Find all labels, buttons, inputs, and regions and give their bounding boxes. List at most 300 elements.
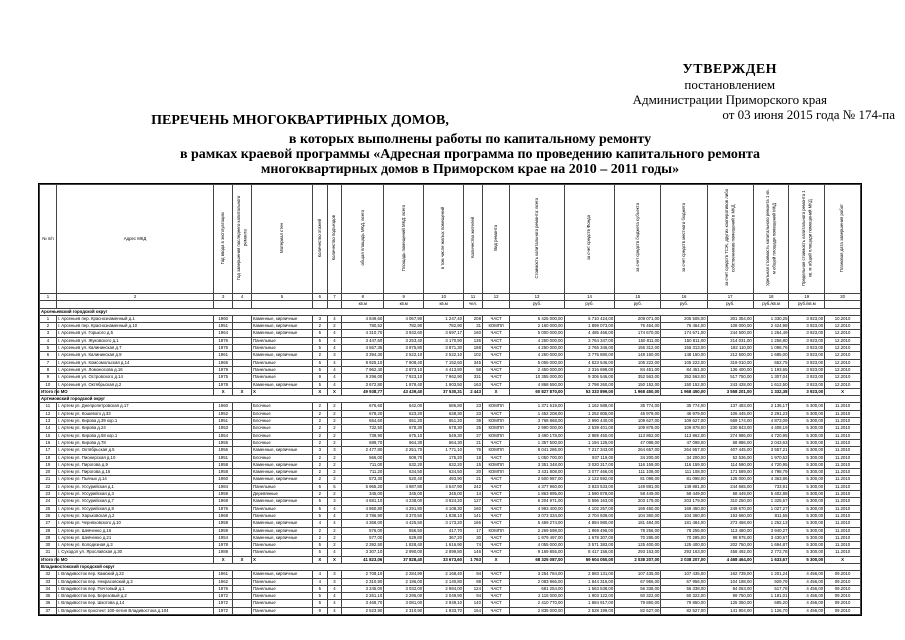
table-cell: 155 313,00: [661, 345, 707, 352]
table-cell: 2: [312, 454, 327, 461]
table-cell: [233, 607, 252, 614]
column-number: 20: [825, 294, 861, 301]
table-cell: 20: [464, 469, 483, 476]
table-cell: Панельные: [252, 359, 313, 366]
table-cell: 5: [312, 600, 327, 607]
table-cell: 3 697,17: [424, 330, 464, 337]
table-cell: 2 949,10: [424, 600, 464, 607]
table-cell: 3: [327, 571, 342, 578]
table-cell: 1 633,67: [753, 556, 789, 563]
column-number: 3: [214, 294, 233, 301]
table-row: [40, 447, 861, 454]
table-cell: Панельные: [252, 374, 313, 381]
table-cell: 1961: [214, 352, 233, 359]
table-cell: 3 370,50: [384, 512, 424, 519]
table-cell: 2: [312, 425, 327, 432]
table-cell: 1 371 619,00: [510, 403, 565, 410]
table-cell: 1952: [214, 410, 233, 417]
table-cell: 10: [40, 381, 57, 388]
table-cell: Блочные: [252, 439, 313, 446]
table-cell: 78 256,00: [661, 527, 707, 534]
table-cell: 4 456,00: [789, 607, 825, 614]
column-header: [312, 185, 327, 294]
table-cell: 113 480,00: [707, 527, 753, 534]
table-cell: КОМПЛ: [482, 527, 509, 534]
table-cell: 2 284,90: [384, 571, 424, 578]
table-cell: 1978: [214, 542, 233, 549]
table-cell: 34 200,00: [615, 454, 661, 461]
table-cell: 12.2010: [825, 345, 861, 352]
table-cell: 09.2010: [825, 607, 861, 614]
table-cell: 1 771,10: [424, 447, 464, 454]
table-cell: 4 557,35: [342, 345, 384, 352]
table-cell: 264 657,00: [661, 447, 707, 454]
table-cell: 319 010,00: [707, 359, 753, 366]
table-cell: 82 527,00: [661, 607, 707, 614]
table-cell: 4 798,79: [753, 469, 789, 476]
table-cell: 59 604 050,00: [564, 556, 614, 563]
table-cell: [233, 374, 252, 381]
table-cell: 1 563 538,00: [564, 585, 614, 592]
table-cell: [233, 454, 252, 461]
table-cell: 12.2010: [825, 366, 861, 373]
table-cell: 68 886,00: [707, 439, 753, 446]
table-cell: [233, 527, 252, 534]
section-name: Владивостокский городской округ: [40, 563, 861, 570]
table-cell: 7 962,40: [342, 366, 384, 373]
table-cell: 1 162 588,00: [564, 403, 614, 410]
table-cell: 5: [312, 498, 327, 505]
table-cell: 623,20: [384, 410, 424, 417]
table-cell: г. Владивосток пер. Некрасовский д.3: [56, 578, 213, 585]
table-cell: 2 522,10: [384, 352, 424, 359]
table-cell: 4: [327, 505, 342, 512]
table-cell: ЧАСТ: [482, 359, 509, 366]
table-cell: 58 449,00: [707, 491, 753, 498]
column-unit: чел.: [464, 301, 483, 308]
table-cell: 1 307,04: [753, 374, 789, 381]
column-number-row: [40, 294, 861, 301]
column-number: 16: [661, 294, 707, 301]
table-cell: 2: [327, 403, 342, 410]
table-cell: 146: [464, 549, 483, 556]
table-cell: 9 296,00: [342, 374, 384, 381]
table-cell: 209 071,00: [615, 315, 661, 322]
table-cell: 5: [312, 359, 327, 366]
table-cell: г. Владивосток пер. Камский д.22: [56, 571, 213, 578]
column-header-label: Количество жителей: [469, 217, 475, 259]
table-cell: 576,00: [342, 527, 384, 534]
table-cell: 203 179,00: [615, 498, 661, 505]
column-header: [384, 185, 424, 294]
table-cell: 5: [312, 337, 327, 344]
table-cell: 3 073 334,00: [510, 512, 565, 519]
table-cell: 352 563,00: [661, 374, 707, 381]
table-cell: 4 108,30: [424, 505, 464, 512]
table-cell: 53 333 899,00: [564, 388, 614, 395]
table-cell: 11.2010: [825, 410, 861, 417]
table-cell: 3 923,00: [789, 374, 825, 381]
table-cell: 46 979,00: [615, 410, 661, 417]
section-header-row: [40, 563, 861, 570]
table-cell: 11.2010: [825, 461, 861, 468]
table-cell: 4 849,60: [342, 315, 384, 322]
table-cell: 67 956,00: [661, 578, 707, 585]
table-cell: ЧАСТ: [482, 585, 509, 592]
table-cell: 5 300,00: [789, 542, 825, 549]
table-cell: 3 020 317,00: [564, 461, 614, 468]
table-cell: 11.2010: [825, 454, 861, 461]
column-header: [342, 185, 384, 294]
table-cell: 1 452 208,00: [510, 410, 565, 417]
table-cell: X: [327, 556, 342, 563]
table-cell: г. Артем ул. Днепропетровская д.17: [56, 403, 213, 410]
table-cell: Каменные, кирпичные: [252, 323, 313, 330]
table-cell: 549,30: [424, 432, 464, 439]
table-cell: 14: [40, 425, 57, 432]
table-cell: 4: [327, 337, 342, 344]
approval-block: [632, 62, 895, 122]
table-cell: [233, 439, 252, 446]
table-cell: X: [312, 556, 327, 563]
table-row: [40, 410, 861, 417]
table-cell: 1 899 073,00: [564, 323, 614, 330]
table-cell: 150 811,00: [615, 337, 661, 344]
column-header: [564, 185, 614, 294]
table-cell: 88: [464, 578, 483, 585]
column-header-label: за счет средств местного бюджета: [680, 203, 686, 273]
table-row: [40, 578, 861, 585]
table-cell: 517,78: [753, 585, 789, 592]
table-cell: 136: [464, 337, 483, 344]
table-cell: 367,20: [424, 534, 464, 541]
table-cell: 2 316 699,00: [564, 366, 614, 373]
table-cell: 153 660,00: [707, 512, 753, 519]
table-cell: X: [252, 556, 313, 563]
total-row: [40, 556, 861, 563]
table-cell: 9: [40, 374, 57, 381]
table-cell: г. Арсеньев ул. Горького д.5: [56, 330, 213, 337]
table-cell: ЧАСТ: [482, 542, 509, 549]
table-cell: 3 351 348,00: [510, 461, 565, 468]
table-cell: 25: [464, 425, 483, 432]
table-cell: 2 168,40: [424, 571, 464, 578]
table-cell: 5: [327, 483, 342, 490]
table-cell: Каменные, кирпичные: [252, 447, 313, 454]
table-cell: Панельные: [252, 578, 313, 585]
table-cell: 529,80: [384, 534, 424, 541]
table-cell: 5: [312, 585, 327, 592]
table-cell: 739,90: [342, 432, 384, 439]
table-cell: 125 350,00: [707, 600, 753, 607]
table-row: [40, 491, 861, 498]
table-cell: 21: [464, 439, 483, 446]
table-cell: 169 450,00: [661, 505, 707, 512]
table-cell: 1 903 122,00: [564, 593, 614, 600]
table-cell: 29: [40, 534, 57, 541]
document-subtitle-1: в которых выполнены работы по капитальному ремонту: [288, 132, 652, 147]
table-cell: 1962: [214, 578, 233, 585]
column-header-label: Удельная стоимость капитального ремонта 1 кв. м общей площади помещений МКД: [764, 189, 777, 287]
table-cell: 2: [312, 491, 327, 498]
table-cell: 4 993 400,00: [510, 505, 565, 512]
table-cell: 1954: [214, 534, 233, 541]
table-cell: 2 140,80: [424, 578, 464, 585]
table-cell: 1 357 500,00: [510, 439, 565, 446]
column-unit: [233, 301, 252, 308]
column-unit: кв.м: [384, 301, 424, 308]
table-cell: Каменные, кирпичные: [252, 330, 313, 337]
table-cell: 3 173,20: [424, 520, 464, 527]
table-cell: Панельные: [252, 549, 313, 556]
table-cell: [233, 381, 252, 388]
table-cell: 1 252 805,00: [564, 410, 614, 417]
table-cell: 2 772,78: [753, 549, 789, 556]
table-cell: 37: [40, 607, 57, 614]
table-row: [40, 498, 861, 505]
table-cell: 1 201,24: [753, 571, 789, 578]
table-cell: 160: [464, 505, 483, 512]
column-number: 8: [342, 294, 384, 301]
table-row: [40, 352, 861, 359]
table-cell: 35: [40, 593, 57, 600]
table-cell: Панельные: [252, 585, 313, 592]
table-cell: 5 300,00: [789, 512, 825, 519]
column-header-label: Стоимость капитального ремонта: всего: [533, 197, 539, 279]
table-cell: 174 670,00: [615, 330, 661, 337]
table-cell: 1 126,70: [753, 607, 789, 614]
table-cell: Панельные: [252, 345, 313, 352]
table-cell: 632,20: [384, 461, 424, 468]
table-cell: ЧАСТ: [482, 439, 509, 446]
table-cell: 11.2010: [825, 527, 861, 534]
table-cell: 1 252,13: [753, 520, 789, 527]
table-cell: 1989: [214, 549, 233, 556]
table-row: [40, 520, 861, 527]
table-cell: [233, 476, 252, 483]
table-cell: 23: [464, 410, 483, 417]
table-cell: 30: [464, 534, 483, 541]
document-subtitle-2: в рамках краевой программы «Адресная программа по проведению капитального ремонта: [179, 147, 761, 162]
table-cell: 5: [312, 330, 327, 337]
table-cell: 106 445,00: [707, 410, 753, 417]
table-cell: 1958: [214, 461, 233, 468]
table-cell: 12.2010: [825, 323, 861, 330]
table-cell: 5 300,00: [789, 432, 825, 439]
table-cell: 4 681,10: [342, 498, 384, 505]
table-cell: г. Артем ул. Черняховского д.10: [56, 520, 213, 527]
table-cell: 577,00: [342, 534, 384, 541]
table-cell: г. Артем ул. Колодезная д.3: [56, 542, 213, 549]
document-subtitle-3: многоквартирных домов в Приморском крае на 2010 – 2011 годы»: [260, 162, 680, 177]
table-row: [40, 476, 861, 483]
table-cell: 4 408,19: [753, 425, 789, 432]
table-cell: г. Артем ул. Октябрьская д.5: [56, 447, 213, 454]
table-cell: [233, 578, 252, 585]
table-cell: 711,20: [342, 469, 384, 476]
table-cell: 1955: [214, 439, 233, 446]
table-cell: 37 828,40: [384, 556, 424, 563]
table-cell: 566,00: [342, 454, 384, 461]
table-cell: Блочные: [252, 403, 313, 410]
table-cell: ЧАСТ: [482, 578, 509, 585]
table-cell: КОМПЛ: [482, 323, 509, 330]
table-cell: 3: [327, 352, 342, 359]
table-cell: 642,00: [384, 403, 424, 410]
table-cell: 155 312,00: [615, 345, 661, 352]
section-name: Артемовский городской округ: [40, 396, 861, 403]
table-cell: 35 774,00: [615, 403, 661, 410]
table-row: [40, 542, 861, 549]
table-cell: 1 970,52: [753, 454, 789, 461]
table-cell: 1976: [214, 505, 233, 512]
table-cell: 2 269 598,00: [510, 527, 565, 534]
table-cell: 2 160 000,00: [510, 323, 565, 330]
table-cell: 26: [40, 512, 57, 519]
table-cell: 23: [464, 403, 483, 410]
table-cell: 4: [327, 549, 342, 556]
table-cell: X: [312, 388, 327, 395]
table-cell: Панельные: [252, 600, 313, 607]
table-cell: 30: [40, 542, 57, 549]
table-cell: г. Артем ул. Кирова д.58 кор.1: [56, 432, 213, 439]
table-cell: 4: [312, 578, 327, 585]
table-cell: 2 291,23: [753, 410, 789, 417]
column-number: 12: [482, 294, 509, 301]
table-cell: 169 450,00: [615, 505, 661, 512]
table-cell: 5: [312, 593, 327, 600]
table-cell: 1960: [214, 476, 233, 483]
table-cell: ЧАСТ: [482, 476, 509, 483]
table-cell: X: [252, 388, 313, 395]
table-cell: 5: [312, 345, 327, 352]
table-cell: 1959: [214, 527, 233, 534]
table-cell: г. Арсеньев ул. Комсомольская д.14: [56, 359, 213, 366]
table-cell: [233, 410, 252, 417]
table-cell: 4 250 000,00: [510, 337, 565, 344]
section-name: Арсеньевский городской округ: [40, 308, 861, 315]
table-row: [40, 330, 861, 337]
table-cell: г. Арсеньев пер. Краснознаменный д.1: [56, 315, 213, 322]
column-unit: руб.: [707, 301, 753, 308]
table-cell: 4 485 466,00: [564, 330, 614, 337]
table-cell: 8 925,10: [342, 359, 384, 366]
column-unit: [40, 301, 57, 308]
table-row: [40, 439, 861, 446]
table-cell: 5 300,00: [789, 491, 825, 498]
table-cell: 1 616,90: [424, 542, 464, 549]
table-cell: 632,20: [424, 461, 464, 468]
table-cell: 79 850,00: [661, 600, 707, 607]
table-cell: 188: [464, 345, 483, 352]
table-cell: 4 456,00: [789, 600, 825, 607]
table-cell: 7: [40, 359, 57, 366]
table-cell: 2 450 000,00: [510, 366, 565, 373]
table-cell: 09.2010: [825, 585, 861, 592]
table-cell: 109 878,00: [615, 425, 661, 432]
table-cell: Каменные, кирпичные: [252, 571, 313, 578]
table-cell: 244 665,00: [707, 483, 753, 490]
table-cell: 520,40: [384, 476, 424, 483]
document-title: ПЕРЕЧЕНЬ МНОГОКВАРТИРНЫХ ДОМОВ,: [151, 113, 449, 128]
table-cell: 4 987,80: [384, 483, 424, 490]
column-header: [482, 185, 509, 294]
table-cell: 43 439,40: [384, 388, 424, 395]
column-header: [661, 185, 707, 294]
table-cell: 23: [40, 491, 57, 498]
table-cell: 3 923,00: [789, 388, 825, 395]
column-header: [233, 185, 252, 294]
table-cell: 12.2010: [825, 381, 861, 388]
table-cell: 664,30: [424, 439, 464, 446]
table-cell: Блочные: [252, 425, 313, 432]
table-cell: 150 152,00: [615, 381, 661, 388]
table-cell: 4 523 546,00: [564, 359, 614, 366]
table-cell: 24: [40, 498, 57, 505]
table-cell: 4 860,80: [342, 505, 384, 512]
column-header-label: общая площадь МКД, всего: [359, 210, 365, 266]
table-cell: 15: [464, 461, 483, 468]
table-cell: 163: [464, 381, 483, 388]
table-cell: 569 174,00: [707, 418, 753, 425]
table-cell: Каменные, кирпичные: [252, 461, 313, 468]
table-cell: 212 500,00: [707, 352, 753, 359]
table-row: [40, 549, 861, 556]
table-cell: ЧАСТ: [482, 330, 509, 337]
table-cell: 174 671,00: [661, 330, 707, 337]
table-cell: 7 217 343,00: [564, 447, 614, 454]
table-cell: 136 400,00: [707, 366, 753, 373]
table-cell: 2 049,90: [424, 593, 464, 600]
table-cell: 2 122 592,00: [564, 476, 614, 483]
table-cell: 181 484,00: [615, 520, 661, 527]
table-cell: 2: [327, 476, 342, 483]
table-cell: 1 181,01: [753, 593, 789, 600]
table-cell: [233, 498, 252, 505]
table-cell: [233, 585, 252, 592]
table-cell: 56 338,00: [661, 585, 707, 592]
houses-table-container: [38, 183, 862, 616]
table-row: [40, 505, 861, 512]
table-cell: 1975: [214, 374, 233, 381]
table-cell: г. Суходол ул. Ярославская д.30: [56, 549, 213, 556]
table-cell: 5 596 163,00: [564, 498, 614, 505]
column-number: 15: [615, 294, 661, 301]
table-cell: 243 428,00: [707, 381, 753, 388]
table-cell: 7 962,90: [424, 374, 464, 381]
column-header-label: Адрес МКД: [123, 235, 147, 241]
table-cell: 5 055 000,00: [510, 359, 565, 366]
table-cell: 345: [464, 359, 483, 366]
table-cell: 20: [40, 469, 57, 476]
table-cell: Панельные: [252, 483, 313, 490]
table-cell: 3 768 868,00: [510, 418, 565, 425]
table-cell: [56, 556, 213, 563]
table-cell: 162 739,00: [707, 571, 753, 578]
column-number: 2: [56, 294, 213, 301]
table-cell: 2 083 966,00: [510, 578, 565, 585]
table-cell: ЧАСТ: [482, 352, 509, 359]
table-cell: 3: [327, 447, 342, 454]
table-cell: 1 903,50: [424, 381, 464, 388]
table-cell: 651,20: [424, 418, 464, 425]
table-cell: 11.2010: [825, 491, 861, 498]
table-cell: 3 081,00: [384, 600, 424, 607]
table-cell: 1958: [214, 469, 233, 476]
table-cell: 67 956,00: [615, 578, 661, 585]
table-row: [40, 585, 861, 592]
table-cell: 11.2010: [825, 542, 861, 549]
